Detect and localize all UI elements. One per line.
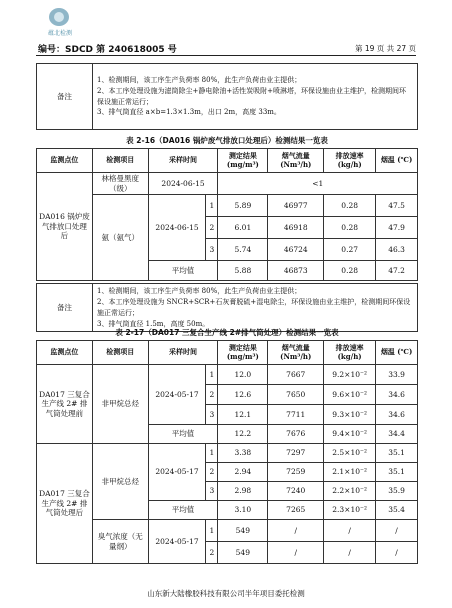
temp-value: / [376,520,418,542]
rate-value: 9.6×10⁻² [324,385,376,405]
col-header: 测定结果 (mg/m³) [218,341,268,365]
rate-value: 2.1×10⁻² [324,463,376,482]
result-value: 2.94 [218,463,268,482]
result-value: 549 [218,542,268,564]
col-header: 采样时间 [148,341,218,365]
monitoring-point: DA017 三复合生产线 2# 排气筒处理前 [37,365,93,444]
table-caption: 表 2-17（DA017 三复合生产线 2#排气筒处理）检测结果一览表 [115,328,339,337]
company-logo [38,8,82,38]
table-caption: 表 2-16（DA016 锅炉废气排放口处理后）检测结果一览表 [126,136,328,145]
note-line: 1、检测期间，该工序生产负荷率 80%，此生产负荷由业主提供； [97,75,302,84]
page-number: 第 19 页 共 27 页 [354,44,416,53]
result-value: 5.89 [218,195,268,217]
test-item: 非甲烷总烃 [92,444,148,520]
note-line: 2、本工序处理设施为 SNCR+SCR+石灰膏脱硫+湿电除尘，环保设施由业主维护，检测期间环保设施正常运行； [97,297,411,317]
rate-value: 2.5×10⁻² [324,444,376,463]
sampling-date: 2024-05-17 [148,520,206,564]
temp-value: 47.5 [376,195,418,217]
result-value: 12.0 [218,365,268,385]
logo-emblem-icon [49,8,69,26]
rate-value: / [324,520,376,542]
note-table-1 [36,63,418,130]
sample-index: 2 [206,542,218,564]
temp-value: 34.4 [376,425,418,444]
col-header: 检测项目 [92,341,148,365]
test-item: 臭气浓度（无量纲） [92,520,148,564]
col-header: 采样时间 [148,149,218,173]
result-value: 5.74 [218,239,268,261]
note-content [93,64,418,130]
test-item: 林格曼黑度（级） [92,173,148,195]
rate-value: 0.28 [324,195,376,217]
sample-index: 2 [206,217,218,239]
rate-value: 0.27 [324,239,376,261]
sampling-date: 2024-05-17 [148,365,206,425]
temp-value: 47.9 [376,217,418,239]
document-number: 编号：SDCD 第 240618005 号 [38,45,177,55]
note-label: 备注 [37,64,93,130]
average-label: 平均值 [148,501,218,520]
logo-text: 蕴北检测 [47,30,72,37]
rate-value: 9.2×10⁻² [324,365,376,385]
sampling-date: 2024-06-15 [148,173,218,195]
flow-value: 7297 [268,444,324,463]
sample-index: 3 [206,405,218,425]
col-header: 烟温 (℃) [376,341,418,365]
results-table-2-16 [36,148,418,281]
temp-value: 34.6 [376,405,418,425]
flow-value: / [268,542,324,564]
result-value: 12.2 [218,425,268,444]
average-label: 平均值 [148,261,218,281]
flow-value: 46977 [268,195,324,217]
rate-value: 9.4×10⁻² [324,425,376,444]
sampling-date: 2024-06-15 [148,195,206,261]
sample-index: 3 [206,239,218,261]
sample-index: 2 [206,463,218,482]
header-divider [36,55,416,56]
result-value: 5.88 [218,261,268,281]
sample-index: 1 [206,444,218,463]
flow-value: 7711 [268,405,324,425]
temp-value: 46.3 [376,239,418,261]
sample-index: 3 [206,482,218,501]
temp-value: / [376,542,418,564]
temp-value: 33.9 [376,365,418,385]
flow-value: 7240 [268,482,324,501]
result-value: 3.10 [218,501,268,520]
result-value: 3.38 [218,444,268,463]
flow-value: 7676 [268,425,324,444]
temp-value: 35.1 [376,444,418,463]
page-footer: 山东新大陆橡胶科技有限公司半年项目委托检测 [147,589,305,598]
result-value: 12.6 [218,385,268,405]
flow-value: 7667 [268,365,324,385]
temp-value: 35.1 [376,463,418,482]
rate-value: / [324,542,376,564]
test-item: 氨（氨气） [92,195,148,281]
col-header: 监测点位 [37,341,93,365]
col-header: 排放速率 (kg/h) [324,149,376,173]
flow-value: 7650 [268,385,324,405]
note-line: 3、排气筒直径 a×b=1.3×1.3m，出口 2m，高度 33m。 [97,108,281,117]
sample-index: 1 [206,195,218,217]
flow-value: / [268,520,324,542]
col-header: 检测项目 [92,149,148,173]
rate-value: 0.28 [324,217,376,239]
flow-value: 46873 [268,261,324,281]
result-value: 2.98 [218,482,268,501]
sample-index: 1 [206,520,218,542]
col-header: 烟气流量 (Nm³/h) [268,149,324,173]
rate-value: 0.28 [324,261,376,281]
note-table-2 [36,283,418,332]
col-header: 测定结果 (mg/m³) [218,149,268,173]
note-content [93,284,418,332]
monitoring-point: DA016 锅炉废气排放口处理后 [37,173,93,281]
flow-value: 46918 [268,217,324,239]
col-header: 监测点位 [37,149,93,173]
col-header: 烟气流量 (Nm³/h) [268,341,324,365]
monitoring-point: DA017 三复合生产线 2# 排气筒处理后 [37,444,93,564]
rate-value: 2.2×10⁻² [324,482,376,501]
sample-index: 1 [206,365,218,385]
flow-value: 7265 [268,501,324,520]
result-value: 6.01 [218,217,268,239]
rate-value: 9.3×10⁻² [324,405,376,425]
results-table-2-17 [36,340,418,564]
sample-index: 2 [206,385,218,405]
temp-value: 35.4 [376,501,418,520]
result-value: <1 [218,173,418,195]
note-label: 备注 [37,284,93,332]
result-value: 12.1 [218,405,268,425]
rate-value: 2.3×10⁻² [324,501,376,520]
col-header: 排放速率 (kg/h) [324,341,376,365]
flow-value: 46724 [268,239,324,261]
temp-value: 34.6 [376,385,418,405]
note-line: 3、排气筒直径 1.5m，高度 50m。 [97,319,210,328]
test-item: 非甲烷总烃 [92,365,148,444]
sampling-date: 2024-05-17 [148,444,206,501]
flow-value: 7259 [268,463,324,482]
note-line: 1、检测期间，该工序生产负荷率 80%，此生产负荷由业主提供； [97,287,302,295]
temp-value: 35.9 [376,482,418,501]
average-label: 平均值 [148,425,218,444]
note-line: 2、本工序处理设施为滤筒除尘+静电除油+活性炭吸附+喷淋塔，环保设施由业主维护，检测期间环保设施正常运行； [97,86,407,106]
col-header: 烟温 (℃) [376,149,418,173]
result-value: 549 [218,520,268,542]
temp-value: 47.2 [376,261,418,281]
